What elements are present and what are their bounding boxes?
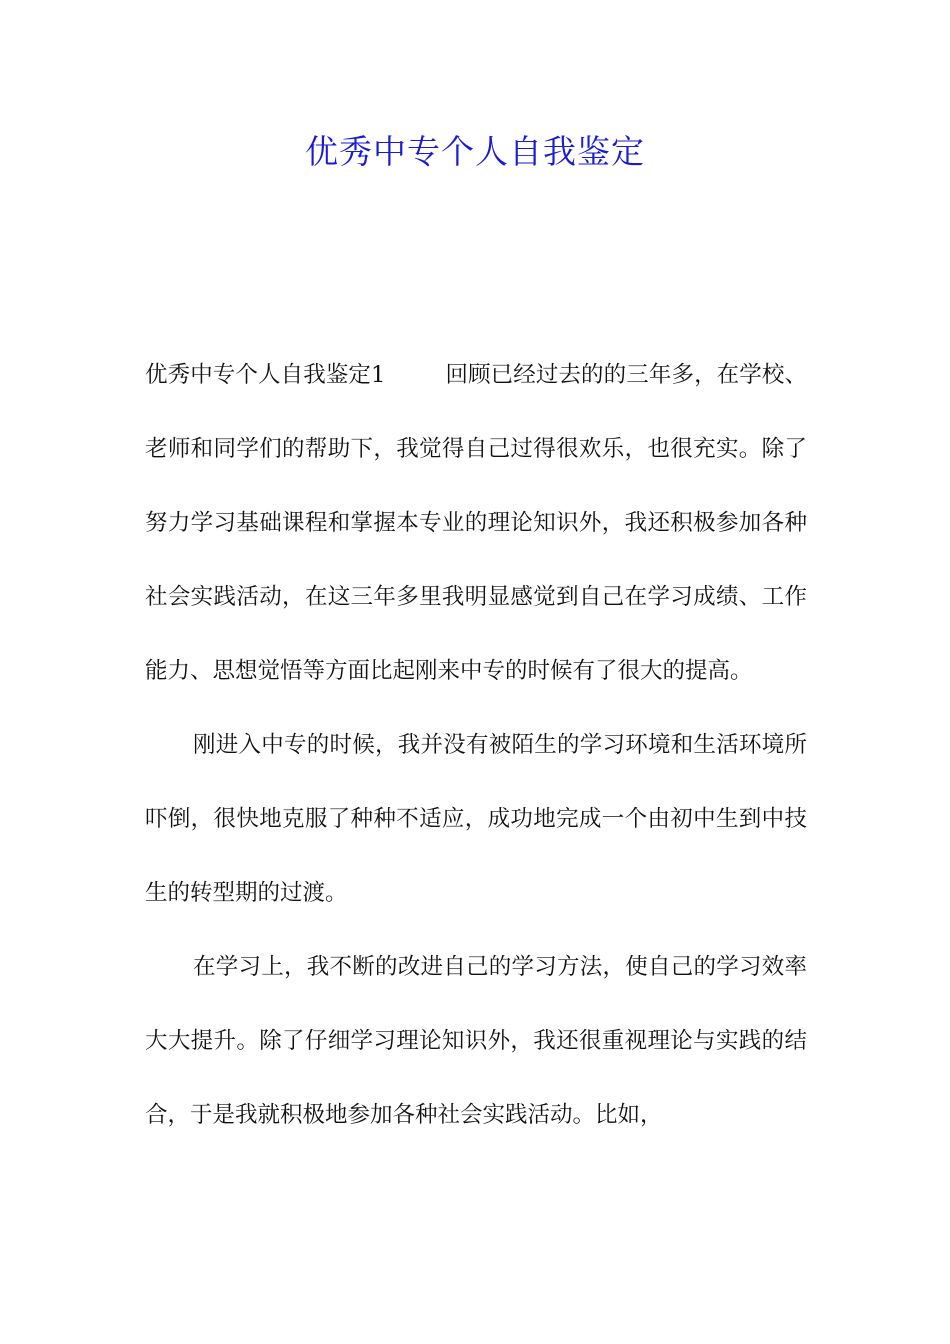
section-heading: 优秀中专个人自我鉴定1: [145, 362, 386, 388]
paragraph-2: 刚进入中专的时候，我并没有被陌生的学习环境和生活环境所吓倒，很快地克服了种种不适应，成功地完成一个由初中生到中技生的转型期的过渡。: [145, 732, 807, 906]
paragraph-1-text: 回顾已经过去的的三年多，在学校、老师和同学们的帮助下，我觉得自己过得很欢乐，也很充实。除了努力学习基础课程和掌握本专业的理论知识外，我还积极参加各种社会实践活动，在这三年多里我明显感觉到自己在学习成绩、工作能力、思想觉悟等方面比起刚来中专的时候有了很大的提高。: [145, 362, 807, 684]
document-body: [145, 338, 807, 1152]
document-title: 优秀中专个人自我鉴定: [305, 132, 645, 171]
paragraph-1: [145, 338, 807, 708]
paragraph-3: 在学习上，我不断的改进自己的学习方法，使自己的学习效率大大提升。除了仔细学习理论知识外，我还很重视理论与实践的结合，于是我就积极地参加各种社会实践活动。比如，: [145, 954, 807, 1128]
